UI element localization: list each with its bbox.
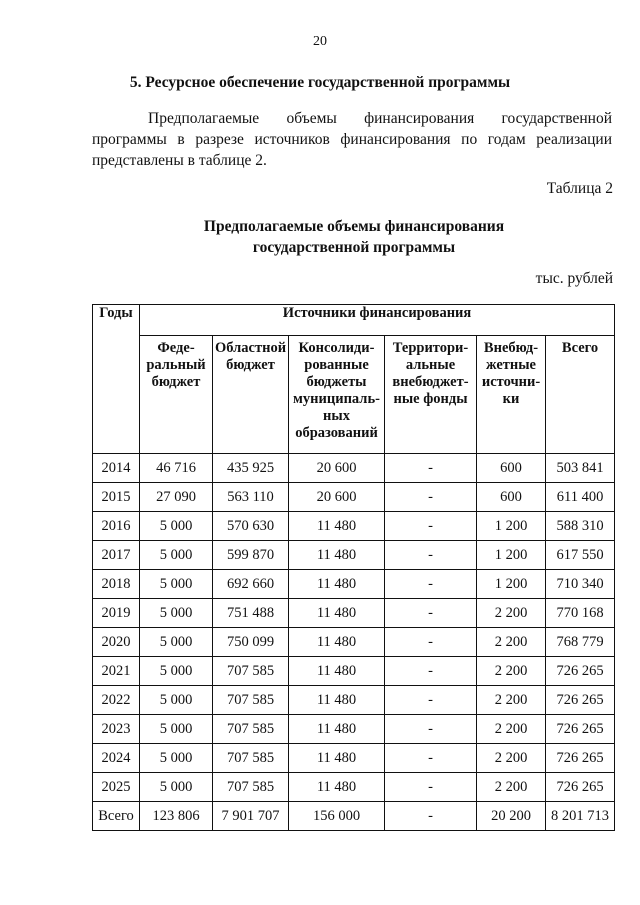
- cell-regional: 707 585: [213, 715, 289, 744]
- cell-year: 2021: [93, 657, 140, 686]
- section-title: 5. Ресурсное обеспечение государственной программы: [129, 74, 511, 91]
- cell-municipal: 11 480: [289, 657, 385, 686]
- cell-regional: 707 585: [213, 773, 289, 802]
- cell-municipal: 11 480: [289, 715, 385, 744]
- cell-total: 726 265: [546, 686, 615, 715]
- cell-territorial: -: [385, 599, 477, 628]
- cell-year: 2015: [93, 483, 140, 512]
- table-label: Таблица 2: [546, 180, 613, 197]
- cell-extrabudgetary: 2 200: [477, 628, 546, 657]
- cell-regional: 599 870: [213, 541, 289, 570]
- cell-extrabudgetary: 600: [477, 483, 546, 512]
- cell-regional: 707 585: [213, 657, 289, 686]
- table-row: [93, 715, 615, 744]
- header-years: Годы: [93, 305, 140, 454]
- cell-federal: 5 000: [140, 512, 213, 541]
- cell-total: 617 550: [546, 541, 615, 570]
- table-caption: [0, 216, 640, 258]
- cell-federal: 27 090: [140, 483, 213, 512]
- header-regional-budget: Областной бюджет: [213, 336, 289, 454]
- cell-year: 2017: [93, 541, 140, 570]
- cell-federal: 5 000: [140, 541, 213, 570]
- cell-territorial: -: [385, 541, 477, 570]
- cell-municipal: 20 600: [289, 454, 385, 483]
- cell-municipal: 11 480: [289, 686, 385, 715]
- cell-extrabudgetary: 2 200: [477, 744, 546, 773]
- cell-extrabudgetary: 1 200: [477, 570, 546, 599]
- table-row: [93, 483, 615, 512]
- cell-total: 503 841: [546, 454, 615, 483]
- cell-federal: 5 000: [140, 657, 213, 686]
- cell-municipal: 11 480: [289, 773, 385, 802]
- cell-territorial: -: [385, 512, 477, 541]
- cell-year: 2018: [93, 570, 140, 599]
- cell-extrabudgetary: 2 200: [477, 773, 546, 802]
- header-total: Всего: [546, 336, 615, 454]
- page-number: 20: [313, 34, 327, 49]
- cell-federal: 5 000: [140, 715, 213, 744]
- cell-total: 768 779: [546, 628, 615, 657]
- table-row: [93, 802, 615, 831]
- cell-regional: 435 925: [213, 454, 289, 483]
- cell-municipal: 11 480: [289, 599, 385, 628]
- header-sources: Источники финансирования: [140, 305, 615, 336]
- cell-extrabudgetary: 20 200: [477, 802, 546, 831]
- cell-year: 2016: [93, 512, 140, 541]
- cell-regional: 751 488: [213, 599, 289, 628]
- cell-municipal: 156 000: [289, 802, 385, 831]
- cell-municipal: 11 480: [289, 541, 385, 570]
- cell-regional: 707 585: [213, 744, 289, 773]
- cell-year: 2014: [93, 454, 140, 483]
- cell-regional: 707 585: [213, 686, 289, 715]
- cell-extrabudgetary: 2 200: [477, 686, 546, 715]
- cell-total: 8 201 713: [546, 802, 615, 831]
- header-territorial-funds: Территори-альные внебюджет-ные фонды: [385, 336, 477, 454]
- cell-total: 710 340: [546, 570, 615, 599]
- cell-year: 2020: [93, 628, 140, 657]
- table-caption-line-2: государственной программы: [252, 239, 456, 256]
- cell-year: Всего: [93, 802, 140, 831]
- cell-total: 611 400: [546, 483, 615, 512]
- cell-territorial: -: [385, 454, 477, 483]
- table-row: [93, 773, 615, 802]
- cell-territorial: -: [385, 773, 477, 802]
- cell-municipal: 20 600: [289, 483, 385, 512]
- header-municipal-budgets: Консолиди-рованные бюджеты муниципаль-ных образований: [289, 336, 385, 454]
- table-caption-line-1: Предполагаемые объемы финансирования: [203, 218, 505, 235]
- cell-municipal: 11 480: [289, 744, 385, 773]
- cell-territorial: -: [385, 744, 477, 773]
- cell-year: 2019: [93, 599, 140, 628]
- table-row: [93, 628, 615, 657]
- cell-total: 726 265: [546, 773, 615, 802]
- table-row: [93, 657, 615, 686]
- cell-regional: 563 110: [213, 483, 289, 512]
- cell-territorial: -: [385, 686, 477, 715]
- cell-total: 588 310: [546, 512, 615, 541]
- cell-municipal: 11 480: [289, 570, 385, 599]
- table-row: [93, 570, 615, 599]
- cell-regional: 570 630: [213, 512, 289, 541]
- cell-territorial: -: [385, 628, 477, 657]
- table-row: [93, 512, 615, 541]
- table-row: [93, 541, 615, 570]
- cell-territorial: -: [385, 483, 477, 512]
- cell-federal: 123 806: [140, 802, 213, 831]
- cell-year: 2023: [93, 715, 140, 744]
- cell-regional: 7 901 707: [213, 802, 289, 831]
- cell-municipal: 11 480: [289, 628, 385, 657]
- cell-municipal: 11 480: [289, 512, 385, 541]
- cell-total: 726 265: [546, 657, 615, 686]
- header-federal-budget: Феде-ральный бюджет: [140, 336, 213, 454]
- table-row: [93, 686, 615, 715]
- cell-territorial: -: [385, 657, 477, 686]
- cell-extrabudgetary: 1 200: [477, 541, 546, 570]
- cell-year: 2022: [93, 686, 140, 715]
- cell-extrabudgetary: 600: [477, 454, 546, 483]
- cell-federal: 5 000: [140, 570, 213, 599]
- table-row: [93, 599, 615, 628]
- cell-federal: 5 000: [140, 744, 213, 773]
- cell-regional: 750 099: [213, 628, 289, 657]
- intro-text: Предполагаемые объемы финансирования государственной программы в разрезе источников финансирования по годам реализации представлены в таблице 2.: [92, 110, 612, 169]
- table-row: [93, 744, 615, 773]
- cell-extrabudgetary: 2 200: [477, 599, 546, 628]
- cell-total: 770 168: [546, 599, 615, 628]
- intro-paragraph: [92, 108, 612, 171]
- cell-regional: 692 660: [213, 570, 289, 599]
- cell-territorial: -: [385, 802, 477, 831]
- cell-territorial: -: [385, 715, 477, 744]
- cell-federal: 5 000: [140, 599, 213, 628]
- units-label: тыс. рублей: [535, 270, 613, 287]
- cell-extrabudgetary: 1 200: [477, 512, 546, 541]
- financing-table: [92, 304, 615, 831]
- cell-total: 726 265: [546, 715, 615, 744]
- cell-federal: 5 000: [140, 686, 213, 715]
- cell-year: 2024: [93, 744, 140, 773]
- cell-territorial: -: [385, 570, 477, 599]
- cell-year: 2025: [93, 773, 140, 802]
- cell-total: 726 265: [546, 744, 615, 773]
- header-extrabudgetary: Внебюд-жетные источни-ки: [477, 336, 546, 454]
- cell-federal: 5 000: [140, 628, 213, 657]
- cell-extrabudgetary: 2 200: [477, 715, 546, 744]
- table-row: [93, 454, 615, 483]
- cell-extrabudgetary: 2 200: [477, 657, 546, 686]
- cell-federal: 46 716: [140, 454, 213, 483]
- cell-federal: 5 000: [140, 773, 213, 802]
